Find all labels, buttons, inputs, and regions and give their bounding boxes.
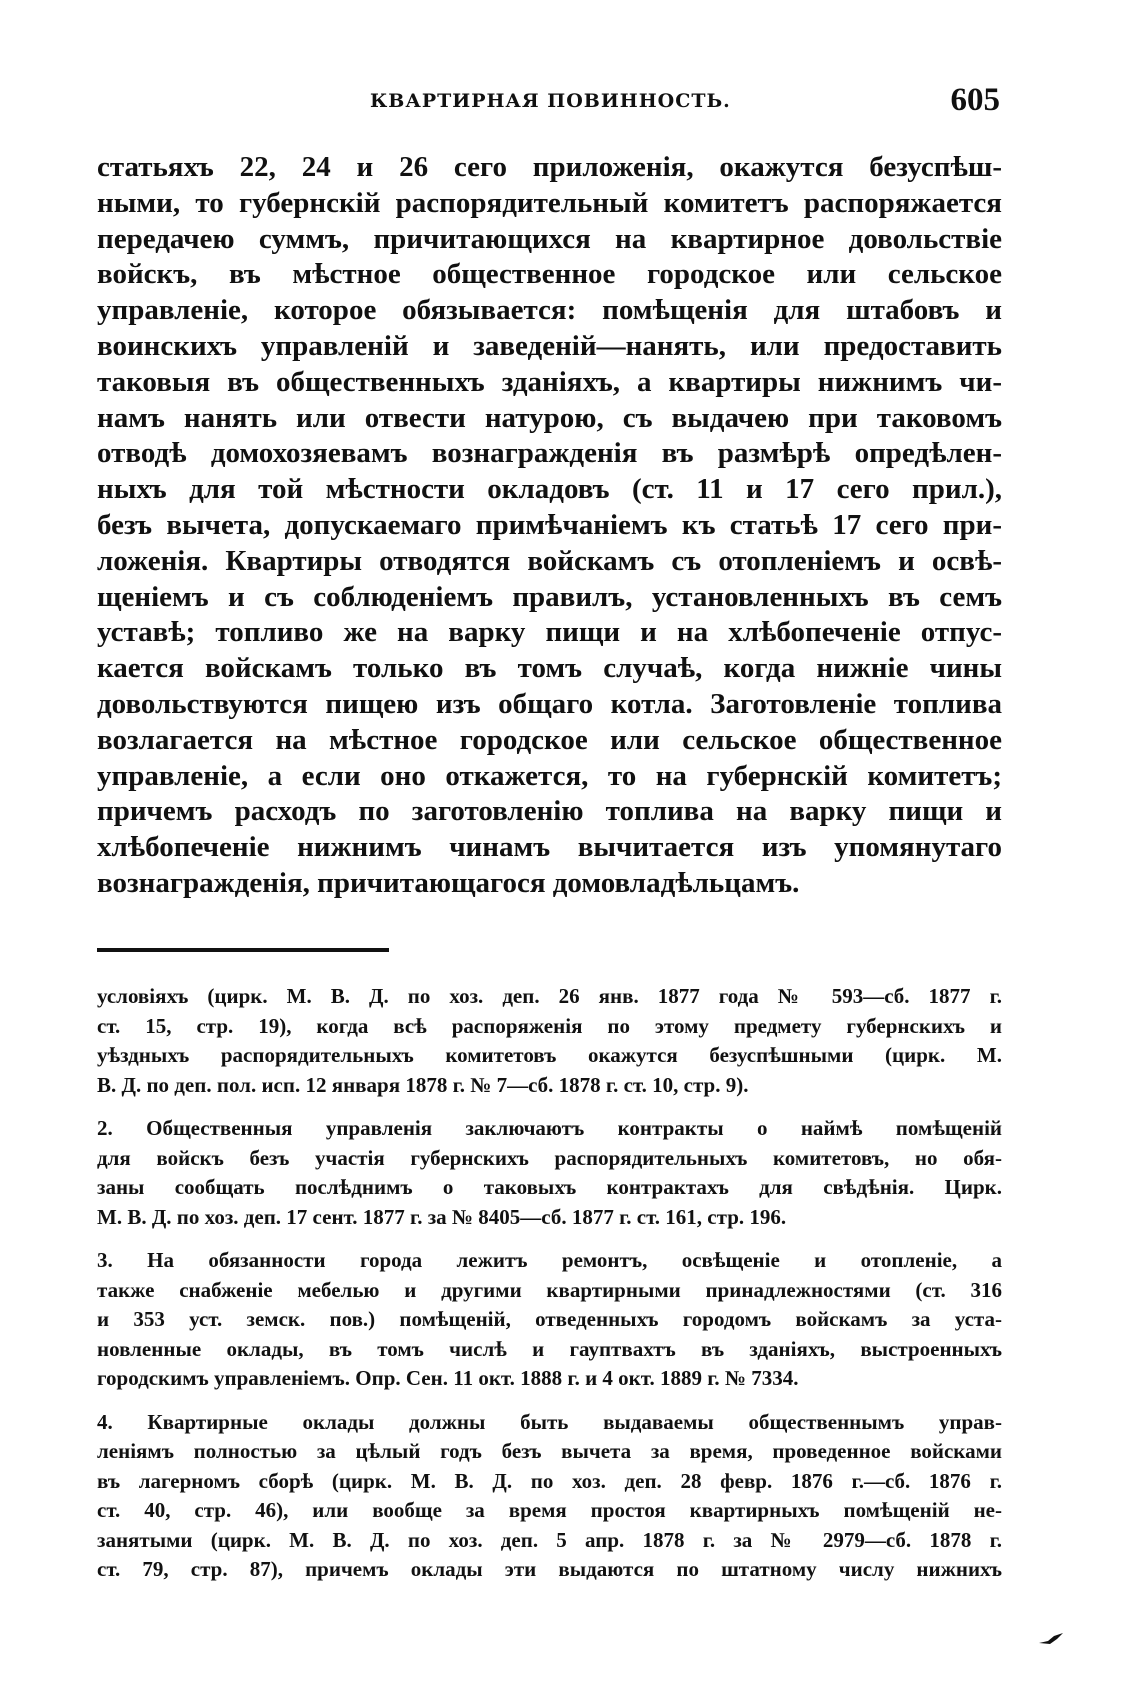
main-text-line: отводѣ домохозяевамъ вознагражденія въ размѣрѣ опредѣлен- [97, 437, 1002, 470]
main-text-line: передачею суммъ, причитающихся на квартирное довольствіе [97, 222, 1002, 255]
footnote-continuation [97, 982, 1002, 1100]
footnote-line: В. Д. по деп. пол. исп. 12 января 1878 г. № 7—сб. 1878 г. ст. 10, стр. 9). [97, 1072, 749, 1097]
main-text-line: вознагражденія, причитающагося домовладѣльцамъ. [97, 866, 800, 899]
footnote-line: занятыми (цирк. М. В. Д. по хоз. деп. 5 апр. 1878 г. за № 2979—сб. 1878 г. [97, 1527, 1002, 1552]
main-text-line: хлѣбопеченіе нижнимъ чинамъ вычитается изъ упомянутаго [97, 831, 1002, 864]
footnote-line: ст. 15, стр. 19), когда всѣ распоряженія по этому предмету губернскихъ и [97, 1013, 1002, 1038]
main-text-line: щеніемъ и съ соблюденіемъ правилъ, установленныхъ въ семъ [97, 580, 1002, 613]
footnotes [97, 982, 1002, 1599]
page-number: 605 [950, 82, 1000, 118]
running-head [100, 82, 1000, 122]
main-text-line: безъ вычета, допускаемаго примѣчаніемъ къ статьѣ 17 сего при- [97, 508, 1002, 541]
footnote-line: М. В. Д. по хоз. деп. 17 сент. 1877 г. за № 8405—сб. 1877 г. ст. 161, стр. 196. [97, 1204, 787, 1229]
footnote-line: 2. Общественныя управленія заключаютъ контракты о наймѣ помѣщеній [97, 1116, 1002, 1140]
main-text-line: довольствуются пищею изъ общаго котла. Заготовленіе топлива [97, 687, 1002, 720]
footnote-line: условіяхъ (цирк. М. В. Д. по хоз. деп. 26 янв. 1877 года № 593—сб. 1877 г. [97, 984, 1002, 1008]
main-text-line: уставѣ; топливо же на варку пищи и на хлѣбопеченіе отпус- [97, 616, 1002, 649]
footnote-line: новленные оклады, въ томъ числѣ и гауптвахтъ въ зданіяхъ, выстроенныхъ [97, 1336, 1002, 1361]
main-text-line: причемъ расходъ по заготовленію топлива на варку пищи и [97, 795, 1002, 828]
footnote-line: ст. 40, стр. 46), или вообще за время простоя квартирныхъ помѣщеній не- [97, 1498, 1002, 1522]
footnote-line: 3. На обязанности города лежитъ ремонтъ, освѣщеніе и отопленіе, а [97, 1248, 1002, 1272]
main-text-line: статьяхъ 22, 24 и 26 сего приложенія, окажутся безуспѣш- [97, 151, 1002, 183]
footnote-line: для войскъ безъ участія губернскихъ распорядительныхъ комитетовъ, но обя- [97, 1145, 1002, 1170]
ink-mark-icon [1038, 1632, 1064, 1646]
main-text-line: управленіе, которое обязывается: помѣщенія для штабовъ и [97, 294, 1002, 327]
main-text-line: ложенія. Квартиры отводятся войскамъ съ отопленіемъ и освѣ- [97, 544, 1002, 577]
footnote-4 [97, 1408, 1002, 1585]
footnote-line: въ лагерномъ сборѣ (цирк. М. В. Д. по хоз. деп. 28 февр. 1876 г.—сб. 1876 г. [97, 1468, 1002, 1493]
footnote-3 [97, 1246, 1002, 1394]
main-text-line: управленіе, а если оно откажется, то на губернскій комитетъ; [97, 759, 1002, 792]
main-text-line: таковыя въ общественныхъ зданіяхъ, а квартиры нижнимъ чи- [97, 365, 1002, 398]
main-text-line: ныхъ для той мѣстности окладовъ (ст. 11 и 17 сего прил.), [97, 473, 1002, 506]
footnote-line: городскимъ управленіемъ. Опр. Сен. 11 окт. 1888 г. и 4 окт. 1889 г. № 7334. [97, 1366, 799, 1390]
main-text [97, 150, 1002, 902]
footnote-line: уѣздныхъ распорядительныхъ комитетовъ окажутся безуспѣшными (цирк. М. [97, 1043, 1002, 1067]
running-title: КВАРТИРНАЯ ПОВИННОСТЬ. [370, 90, 731, 112]
footnote-line: также снабженіе мебелью и другими квартирными принадлежностями (ст. 316 [97, 1277, 1002, 1302]
footnote-line: 4. Квартирные оклады должны быть выдаваемы общественнымъ управ- [97, 1409, 1002, 1434]
main-text-line: возлагается на мѣстное городское или сельское общественное [97, 723, 1002, 756]
main-text-line: ными, то губернскій распорядительный комитетъ распоряжается [97, 186, 1002, 219]
footnote-line: леніямъ полностью за цѣлый годъ безъ вычета за время, проведенное войсками [97, 1439, 1002, 1463]
main-text-line: намъ нанять или отвести натурою, съ выдачею при таковомъ [97, 401, 1002, 434]
footnote-line: ст. 79, стр. 87), причемъ оклады эти выдаются по штатному числу нижнихъ [97, 1557, 1002, 1581]
footnote-2 [97, 1114, 1002, 1232]
footnote-divider [97, 948, 389, 952]
footnote-line: заны сообщать послѣднимъ о таковыхъ контрактахъ для свѣдѣнія. Цирк. [97, 1175, 1002, 1199]
footnote-line: и 353 уст. земск. пов.) помѣщеній, отведенныхъ городомъ войскамъ за уста- [97, 1307, 1002, 1331]
main-text-line: кается войскамъ только въ томъ случаѣ, когда нижніе чины [97, 652, 1002, 685]
main-text-line: войскъ, въ мѣстное общественное городское или сельское [97, 258, 1002, 291]
main-text-line: воинскихъ управленій и заведеній—нанять, или предоставить [97, 329, 1002, 362]
